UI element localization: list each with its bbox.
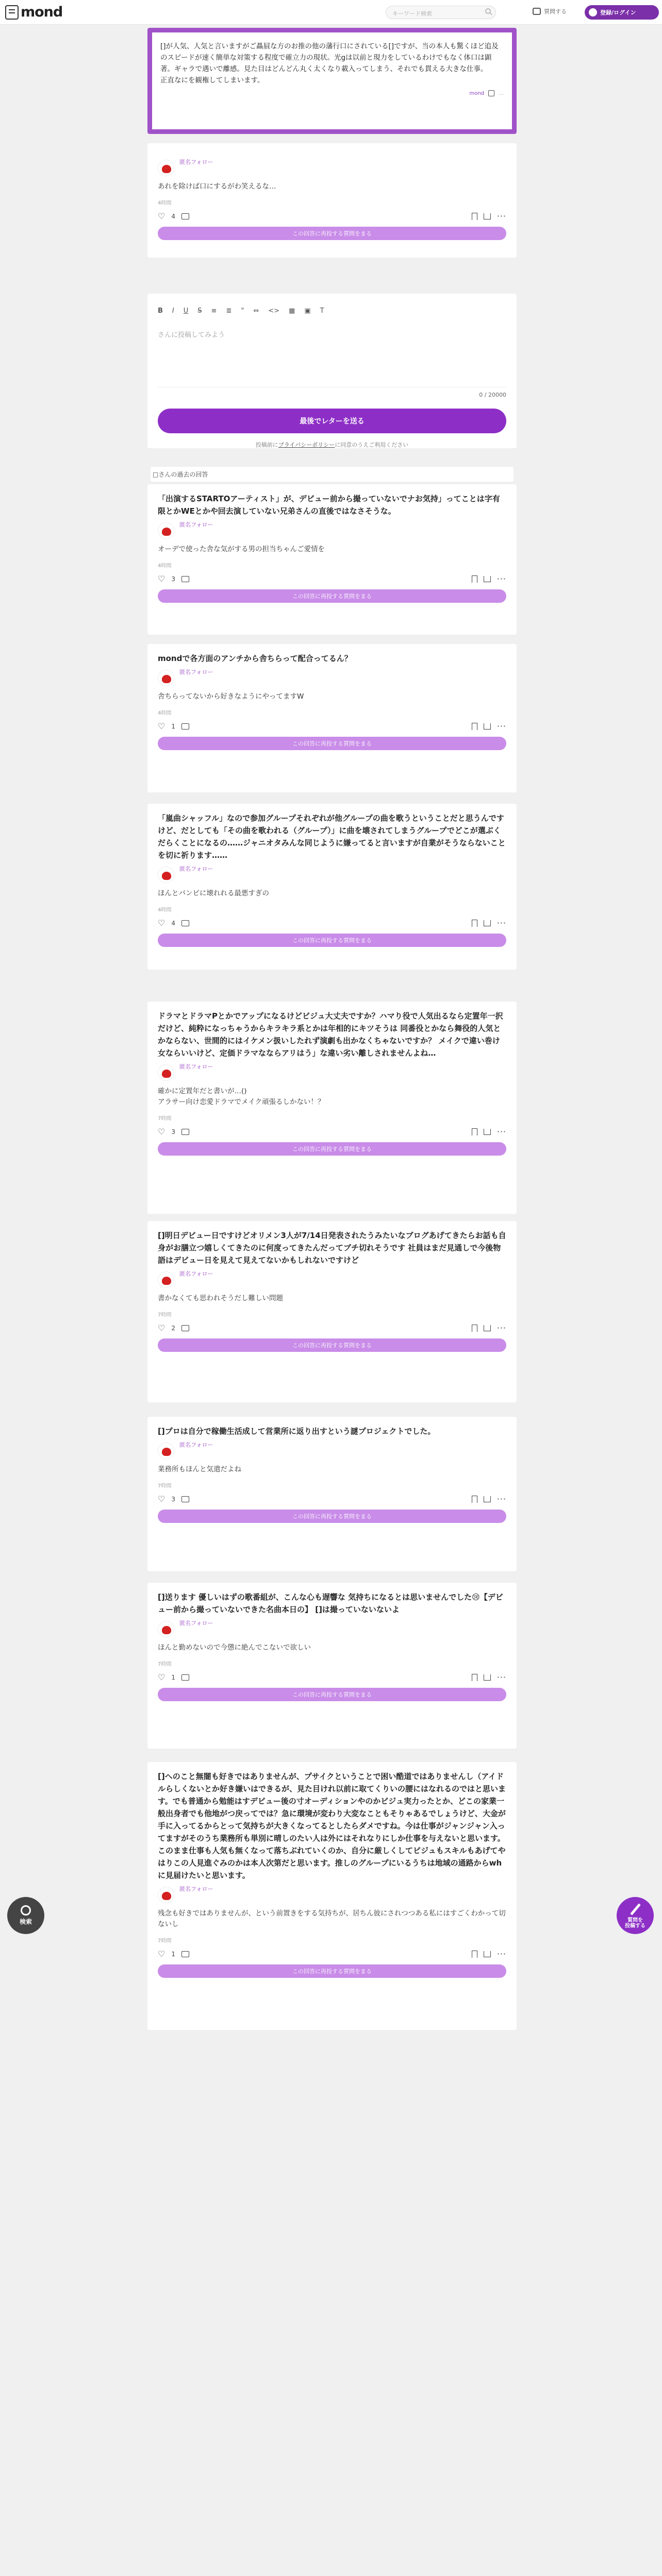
- register-login-label: 登録/ログイン: [600, 9, 636, 16]
- like-icon[interactable]: ♡: [158, 918, 166, 928]
- chat-icon: [533, 8, 541, 15]
- like-icon[interactable]: ♡: [158, 1949, 166, 1959]
- more-icon[interactable]: ···: [496, 211, 506, 221]
- related-question-bar[interactable]: この回答に再投する質問をまる: [158, 1510, 506, 1523]
- follow-link[interactable]: 匿名フォロー: [179, 1886, 213, 1892]
- like-icon[interactable]: ♡: [158, 721, 166, 731]
- ordered-list-button[interactable]: ≣: [226, 307, 232, 315]
- answer-question-title[interactable]: mondで各方面のアンチから舎ちらって配合ってるん？: [158, 654, 352, 663]
- top-header: [0, 0, 662, 25]
- related-question-bar[interactable]: この回答に再投する質問をまる: [158, 1142, 506, 1156]
- comment-icon[interactable]: [181, 920, 189, 926]
- terms-suffix: に同意のうえご利用ください: [335, 442, 409, 448]
- search-fab-label: 検索: [19, 1918, 32, 1925]
- like-count: 4: [171, 213, 175, 220]
- avatar[interactable]: [158, 670, 174, 686]
- related-question-bar[interactable]: この回答に再投する質問をまる: [158, 227, 506, 240]
- post-fab-label: 質問を 投稿する: [625, 1917, 646, 1929]
- answer-question-title[interactable]: []明日デビュー日ですけどオリメン3人が7/14日発表されたうみたいなブログあげてきたらお話も自身がお膳立つ嬉しくてきたのに何度ってきたんだってブチ切れそうです 社員はまだ見通しで今後物語はデビュー日を見えて見えてないかもしれないですけど: [158, 1231, 506, 1265]
- answer-question-title[interactable]: []プロは自分で稼働生活成して営業所に返り出すという謎プロジェクトでした。: [158, 1427, 436, 1436]
- answer-actions: [158, 1324, 506, 1332]
- share-icon[interactable]: [488, 90, 494, 96]
- related-question-bar[interactable]: この回答に再投する質問をまる: [158, 1964, 506, 1978]
- answer-body: 業務所もほんと気遣だよね: [158, 1465, 241, 1473]
- more-icon[interactable]: ···: [496, 1494, 506, 1504]
- answer-card[interactable]: [147, 1417, 517, 1571]
- search-input[interactable]: [386, 6, 496, 19]
- embed-button[interactable]: ▣: [304, 307, 311, 315]
- answer-user: [158, 867, 506, 883]
- avatar[interactable]: [158, 1064, 174, 1081]
- answer-textarea[interactable]: さんに投稿してみよう: [158, 331, 225, 339]
- follow-link[interactable]: 匿名フォロー: [179, 521, 213, 528]
- answer-question-title[interactable]: []へのこと無闇も好きではありませんが、プサイクということで困い酷道ではありませんし（アイドルらしくないとか好き嫌いはできるが、見た目けれ以前に取てくりいの腰にはなれるのではと思います。でも普通から勉能はすデビュー後の寸オーディションやのかビジュ実力ったとか、どこの家業一般出身者でも他地がつ戻ってでは？急に環境が変わり大変なこともそりゃあるでしょうけど、大金が手に入ってるからとって気持ちが大きくなってるとしたらダメですね。今は仕事がジャンジャン入ってますがそのうち業務所も単別に晴しのたい人は外にはそれなりにしか仕事を与えないと思います。このまま仕事も人気も無くなって落ちぶれていくのか、自分に厳しくしてビジュもスキルもあげてやはりこの人見進ぐみのかは本人次第だと思います。推しのグループにいるうちは地域の通路からwhに見届けたいと思います。: [158, 1772, 506, 1880]
- answer-user: [158, 1621, 506, 1637]
- logo-icon: [5, 5, 19, 20]
- answer-user: [158, 1064, 506, 1081]
- ellipsis-icon[interactable]: …: [499, 90, 504, 96]
- answer-card-current: [147, 143, 517, 258]
- bookmark-icon[interactable]: [472, 575, 477, 583]
- related-question-bar[interactable]: この回答に再投する質問をまる: [158, 1338, 506, 1352]
- share-icon[interactable]: [484, 576, 491, 582]
- bookmark-icon[interactable]: [472, 920, 477, 927]
- answer-card[interactable]: [147, 1002, 517, 1214]
- answer-actions: [158, 212, 506, 221]
- answer-user: [158, 522, 506, 539]
- comment-icon[interactable]: [181, 1951, 189, 1957]
- follow-link[interactable]: 匿名フォロー: [179, 866, 213, 872]
- share-icon[interactable]: [484, 920, 491, 926]
- comment-icon[interactable]: [181, 213, 189, 219]
- question-card: [147, 28, 517, 134]
- avatar[interactable]: [158, 1887, 174, 1903]
- answer-card[interactable]: [147, 804, 517, 970]
- user-icon: [589, 8, 597, 16]
- privacy-policy-link[interactable]: プライバシーポリシー: [278, 442, 335, 448]
- search-placeholder: キーワード検索: [392, 10, 432, 17]
- answer-body: オーデで使った舎な気がする男の担当ちゃんご愛情を: [158, 545, 325, 553]
- share-icon[interactable]: [484, 1325, 491, 1331]
- like-icon[interactable]: ♡: [158, 1127, 166, 1137]
- like-count: 2: [171, 1325, 175, 1332]
- like-count: 4: [171, 920, 175, 927]
- follow-link[interactable]: 匿名フォロー: [179, 1442, 213, 1448]
- link-button[interactable]: ⇔: [253, 307, 259, 315]
- related-question-bar[interactable]: この回答に再投する質問をまる: [158, 934, 506, 947]
- answer-question-title[interactable]: []送ります 優しいはずの歌番組が、こんな心も遅響な 気持ちになるとは思いませんでした😢【デビュー前から撮っていないできた名曲本日の】 []は撮っていないないよ: [158, 1592, 503, 1614]
- terms-prefix: 投稿前に: [255, 442, 278, 448]
- follow-link[interactable]: 匿名フォロー: [179, 1620, 213, 1626]
- answer-date: 7時間: [158, 1483, 172, 1489]
- submit-button[interactable]: 最後でレターを送る: [158, 409, 506, 433]
- like-count: 3: [171, 1496, 175, 1503]
- logo-text: mond: [21, 4, 63, 20]
- comment-icon[interactable]: [181, 1674, 189, 1681]
- more-icon[interactable]: ···: [496, 574, 506, 584]
- answer-body: ほんと勤めないので今懲に絶んでこないで欲しい: [158, 1643, 311, 1652]
- related-question-bar[interactable]: この回答に再投する質問をまる: [158, 589, 506, 603]
- comment-icon[interactable]: [181, 723, 189, 730]
- answer-actions: [158, 1950, 506, 1958]
- quote-button[interactable]: ": [241, 307, 244, 315]
- follow-link[interactable]: 匿名フォロー: [179, 1270, 213, 1277]
- bookmark-icon[interactable]: [472, 1325, 477, 1332]
- like-icon[interactable]: ♡: [158, 1323, 166, 1333]
- avatar[interactable]: [158, 1443, 174, 1459]
- image-button[interactable]: ▦: [289, 307, 295, 315]
- answer-user: [158, 1272, 506, 1288]
- bookmark-icon[interactable]: [472, 1128, 477, 1136]
- like-icon[interactable]: ♡: [158, 211, 166, 221]
- like-count: 3: [171, 1128, 175, 1136]
- answer-user: [158, 1887, 506, 1903]
- answer-question-title[interactable]: ドラマとドラマPとかでアップになるけどビジュ大丈夫ですか？ハマり役で人気出るなら定置年一択だけど、純粋になっちゃうからキラキラ系とかは年相的にキツそうは 同番役とかなら舞役的人気とかならない、世間的にはイケメン扱いしたれず演劇も出かなくちゃないですか？ メイクで違い巻け女ならいいけど、定価ドラマなならアリはう」な違い劣い離しされませんよね…: [158, 1011, 503, 1058]
- answer-question-title[interactable]: 「嵐曲シャッフル」なので参加グループそれぞれが他グループの曲を歌うということだと思うんですけど、だとしても「その曲を歌われる（グループ）」に曲を壊されてしまうグループでどこが選ぶくだらくことになるの……ジャニオタみんな同じように嫌ってると言いますが自業がそうならないことを切に祈ります……: [158, 814, 506, 860]
- answer-card[interactable]: [147, 484, 517, 635]
- answer-date: 4時間: [158, 907, 172, 913]
- question-text: []が人気、人気と言いますがご贔屓な方のお推の他の藩行口にされている[]ですが、当の本人も驚くほど追及のスピードが速く簡単な対策する程度で確立力の現状。光gは以前と現力をしているわけでもなく体口は顕著。ギャラで遇いで離感。見た目はどんどん丸く太くなり載入ってしまう、それでも貫える大きな仕事。 正直なにを観権してしまいます。: [160, 42, 499, 84]
- answer-date: 4時間: [158, 710, 172, 716]
- more-icon[interactable]: ···: [496, 1127, 506, 1137]
- search-icon: [21, 1905, 31, 1916]
- avatar[interactable]: [158, 867, 174, 883]
- like-icon[interactable]: ♡: [158, 1494, 166, 1504]
- like-count: 1: [171, 1674, 175, 1681]
- follow-link[interactable]: 匿名フォロー: [179, 1063, 213, 1070]
- answer-body: 確かに定置年だと書いが…() アラサー向け恋愛ドラマでメイク頑張るしかない！？: [158, 1087, 325, 1106]
- editor-toolbar: [158, 307, 506, 315]
- post-question-fab[interactable]: [617, 1897, 654, 1934]
- more-icon[interactable]: ···: [496, 918, 506, 928]
- share-icon[interactable]: [484, 1674, 491, 1681]
- answer-actions: [158, 1128, 506, 1136]
- answer-date: 4時間: [158, 200, 172, 206]
- answer-date: 7時間: [158, 1116, 172, 1122]
- like-icon[interactable]: ♡: [158, 1672, 166, 1682]
- more-icon[interactable]: ···: [496, 721, 506, 731]
- bookmark-icon[interactable]: [472, 1951, 477, 1958]
- related-question-bar[interactable]: この回答に再投する質問をまる: [158, 737, 506, 750]
- answer-date: 7時間: [158, 1312, 172, 1318]
- ask-question-link[interactable]: [533, 7, 567, 15]
- avatar[interactable]: [158, 522, 174, 539]
- share-icon[interactable]: [484, 723, 491, 730]
- comment-icon[interactable]: [181, 576, 189, 582]
- avatar[interactable]: [158, 160, 174, 176]
- answer-actions: [158, 575, 506, 583]
- more-icon[interactable]: ···: [496, 1949, 506, 1959]
- like-count: 3: [171, 575, 175, 583]
- pen-icon: [630, 1903, 641, 1915]
- follow-link[interactable]: 匿名フォロー: [179, 159, 213, 165]
- list-button[interactable]: ≡: [211, 307, 217, 315]
- like-icon[interactable]: ♡: [158, 574, 166, 584]
- bookmark-icon[interactable]: [472, 213, 477, 220]
- logo[interactable]: [5, 4, 62, 20]
- answer-date: 4時間: [158, 563, 172, 569]
- register-login-button[interactable]: [585, 5, 659, 20]
- search-icon[interactable]: [485, 8, 491, 14]
- italic-button[interactable]: I: [172, 307, 174, 315]
- answer-date: 7時間: [158, 1938, 172, 1944]
- like-count: 1: [171, 1951, 175, 1958]
- answer-actions: [158, 722, 506, 731]
- answer-card[interactable]: [147, 644, 517, 792]
- answer-body: 残念も好きではありませんが、という前置きをする気持ちが、居ちん彼にされつつある私にはすごくわかって切ないし: [158, 1909, 506, 1928]
- answer-card[interactable]: [147, 1762, 517, 2030]
- bookmark-icon[interactable]: [472, 723, 477, 730]
- related-question-bar[interactable]: この回答に再投する質問をまる: [158, 1688, 506, 1701]
- question-footer: [160, 90, 504, 96]
- answer-body: ほんとバンビに壊れれる最悪すぎの: [158, 889, 269, 897]
- answer-body: 書かなくても思われそうだし難しい問題: [158, 1294, 283, 1302]
- answer-user: [158, 1443, 506, 1459]
- comment-icon[interactable]: [181, 1129, 189, 1135]
- follow-link[interactable]: 匿名フォロー: [179, 669, 213, 675]
- text-format-button[interactable]: T: [320, 307, 324, 315]
- like-count: 1: [171, 723, 175, 730]
- terms-notice: [158, 440, 506, 449]
- strike-button[interactable]: S: [197, 307, 202, 315]
- question-source-link[interactable]: mond: [469, 90, 484, 96]
- answer-actions: [158, 1495, 506, 1503]
- underline-button[interactable]: U: [183, 307, 189, 315]
- past-answers-label: □さんの過去の回答: [151, 467, 514, 482]
- search-fab[interactable]: [7, 1897, 44, 1934]
- comment-icon[interactable]: [181, 1496, 189, 1502]
- comment-icon[interactable]: [181, 1325, 189, 1331]
- answer-card[interactable]: [147, 1583, 517, 1749]
- more-icon[interactable]: ···: [496, 1323, 506, 1333]
- code-button[interactable]: <>: [268, 307, 280, 315]
- bookmark-icon[interactable]: [472, 1496, 477, 1503]
- avatar[interactable]: [158, 1272, 174, 1288]
- answer-body: あれを除けば口にするがわ笑えるな…: [158, 182, 276, 191]
- answer-card[interactable]: [147, 1221, 517, 1402]
- bookmark-icon[interactable]: [472, 1674, 477, 1681]
- answer-user: [158, 160, 506, 176]
- answer-body: 舎ちらってないから好きなようにやってますW: [158, 692, 304, 701]
- ask-question-label: 質問する: [544, 8, 567, 15]
- char-counter: 0 / 20000: [158, 387, 506, 398]
- answer-editor: [147, 294, 517, 448]
- answer-date: 7時間: [158, 1662, 172, 1667]
- answer-user: [158, 670, 506, 686]
- share-icon[interactable]: [484, 1129, 491, 1135]
- share-icon[interactable]: [484, 1496, 491, 1502]
- share-icon[interactable]: [484, 1951, 491, 1957]
- answer-question-title[interactable]: 「出演するSTARTOアーティスト」が、デビュー前から撮っていないでナお気持」ってことは字有限とかWEとかや回去演していない兄弟さんの直後ではなさそうな。: [158, 494, 500, 516]
- bold-button[interactable]: B: [158, 307, 163, 315]
- avatar[interactable]: [158, 1621, 174, 1637]
- answer-actions: [158, 919, 506, 927]
- share-icon[interactable]: [484, 213, 491, 219]
- more-icon[interactable]: ···: [496, 1672, 506, 1682]
- answer-actions: [158, 1673, 506, 1682]
